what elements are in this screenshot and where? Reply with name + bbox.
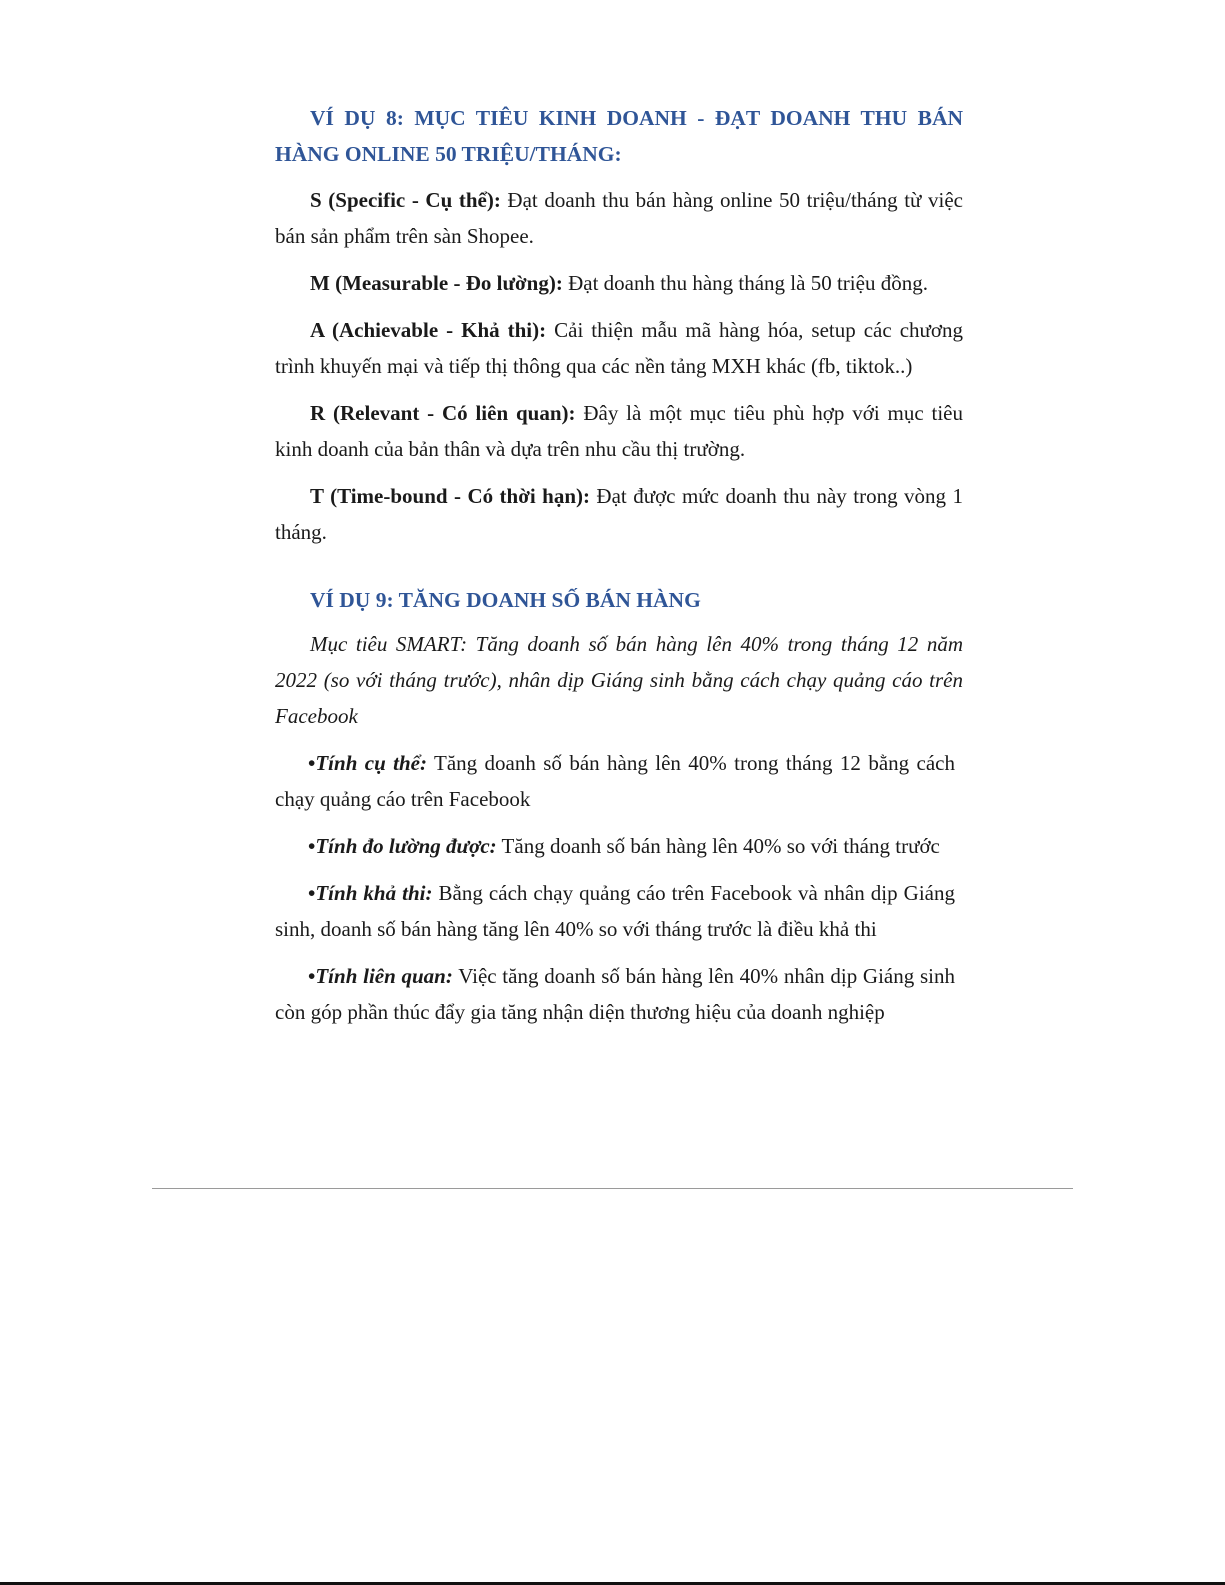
smart-timebound-text: Đạt được mức doanh thu này trong vòng 1 tháng. xyxy=(275,484,963,544)
smart-relevant-paragraph xyxy=(275,395,963,467)
smart-relevant-label: R (Relevant - Có liên quan): xyxy=(310,401,576,425)
smart-achievable-paragraph xyxy=(275,312,963,384)
bullet-specific-text: Tăng doanh số bán hàng lên 40% trong tháng 12 bằng cách chạy quảng cáo trên Facebook xyxy=(275,751,955,811)
bullet-specific xyxy=(275,745,963,817)
bullet-achievable xyxy=(275,875,963,947)
bullet-achievable-text: Bằng cách chạy quảng cáo trên Facebook và nhân dịp Giáng sinh, doanh số bán hàng tăng lên 40% so với tháng trước là điều khả thi xyxy=(275,881,955,941)
smart-specific-label: S (Specific - Cụ thể): xyxy=(310,188,501,212)
bullet-specific-label: Tính cụ thể: xyxy=(315,751,427,775)
page-footer-divider xyxy=(152,1188,1073,1189)
example-9-heading: VÍ DỤ 9: TĂNG DOANH SỐ BÁN HÀNG xyxy=(310,588,701,612)
bullet-relevant-marker: • xyxy=(308,964,316,988)
smart-specific-paragraph xyxy=(275,182,963,254)
smart-measurable-text: Đạt doanh thu hàng tháng là 50 triệu đồng. xyxy=(562,271,928,295)
smart-timebound-label: T (Time-bound - Có thời hạn): xyxy=(310,484,590,508)
bullet-relevant xyxy=(275,958,963,1030)
bullet-measurable-label: Tính đo lường được: xyxy=(315,834,497,858)
smart-measurable-paragraph xyxy=(275,265,963,301)
bullet-relevant-label: Tính liên quan: xyxy=(315,964,453,988)
bullet-relevant-text: Việc tăng doanh số bán hàng lên 40% nhân dịp Giáng sinh còn góp phần thúc đẩy gia tăng nhận diện thương hiệu của doanh nghiệp xyxy=(275,964,955,1024)
bullet-measurable xyxy=(275,828,963,864)
bullet-specific-marker: • xyxy=(308,751,316,775)
smart-timebound-paragraph xyxy=(275,478,963,550)
smart-achievable-text: Cải thiện mẫu mã hàng hóa, setup các chương trình khuyến mại và tiếp thị thông qua các nền tảng MXH khác (fb, tiktok..) xyxy=(275,318,964,378)
smart-relevant-text: Đây là một mục tiêu phù hợp với mục tiêu kinh doanh của bản thân và dựa trên nhu cầu thị trường. xyxy=(275,401,963,461)
smart-measurable-label: M (Measurable - Đo lường): xyxy=(310,271,563,295)
bullet-measurable-marker: • xyxy=(308,834,316,858)
smart-goal-statement: Mục tiêu SMART: Tăng doanh số bán hàng lên 40% trong tháng 12 năm 2022 (so với tháng trước), nhân dịp Giáng sinh bằng cách chạy quảng cáo trên Facebook xyxy=(275,632,963,728)
bullet-measurable-text: Tăng doanh số bán hàng lên 40% so với tháng trước xyxy=(496,834,940,858)
smart-achievable-label: A (Achievable - Khả thi): xyxy=(310,318,547,342)
bullet-achievable-label: Tính khả thi: xyxy=(315,881,433,905)
document-content xyxy=(275,100,963,1041)
bullet-achievable-marker: • xyxy=(308,881,316,905)
smart-specific-text: Đạt doanh thu bán hàng online 50 triệu/tháng từ việc bán sản phẩm trên sàn Shopee. xyxy=(275,188,963,248)
example-8-heading: VÍ DỤ 8: MỤC TIÊU KINH DOANH - ĐẠT DOANH THU BÁN HÀNG ONLINE 50 TRIỆU/THÁNG: xyxy=(275,106,963,166)
